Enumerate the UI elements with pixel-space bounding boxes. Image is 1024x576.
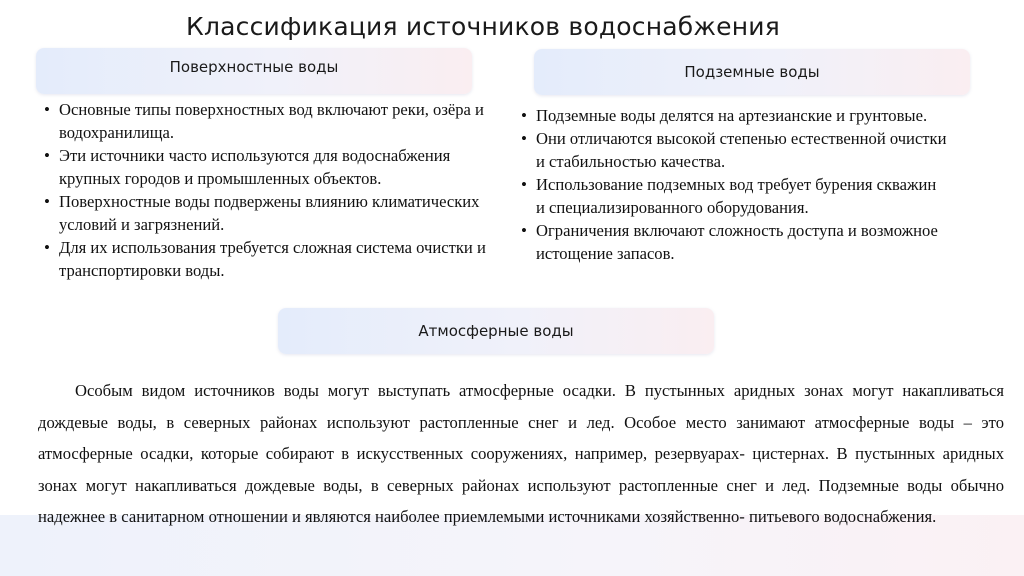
surface-water-list [42, 98, 492, 282]
list-item: • Использование подземных вод требует бурения скважин и специализированного оборудования. [519, 173, 947, 219]
atmospheric-water-header [278, 308, 714, 354]
list-item: • Эти источники часто используются для водоснабжения крупных городов и промышленных объектов. [42, 144, 492, 190]
ground-water-list [519, 104, 947, 265]
list-item: • Основные типы поверхностных вод включают реки, озёра и водохранилища. [42, 98, 492, 144]
list-item: • Ограничения включают сложность доступа и возможное истощение запасов. [519, 219, 947, 265]
surface-water-label: Поверхностные воды [169, 58, 339, 76]
page-title: Классификация источников водоснабжения [186, 12, 780, 41]
atmospheric-water-label: Атмосферные воды [418, 322, 574, 340]
list-item: • Подземные воды делятся на артезианские и грунтовые. [519, 104, 947, 127]
ground-water-header [534, 49, 970, 95]
list-item: • Для их использования требуется сложная система очистки и транспортировки воды. [42, 236, 492, 282]
surface-water-header [36, 48, 472, 94]
ground-water-label: Подземные воды [684, 63, 820, 81]
atmospheric-water-paragraph: Особым видом источников воды могут выступать атмосферные осадки. В пустынных аридных зонах могут накапливаться дождевые воды, в северных районах используют растопленные снег и лед. Особое место занимают атмосферные воды – это атмосферные осадки, которые собирают в искусственных сооружениях, например, резервуарах- цистернах. В пустынных аридных зонах могут накапливаться дождевые воды, в северных районах используют растопленные снег и лед. Подземные воды обычно надежнее в санитарном отношении и являются наиболее приемлемыми источниками хозяйственно- питьевого водоснабжения. [38, 381, 1004, 526]
list-item: • Поверхностные воды подвержены влиянию климатических условий и загрязнений. [42, 190, 492, 236]
list-item: • Они отличаются высокой степенью естественной очистки и стабильностью качества. [519, 127, 947, 173]
